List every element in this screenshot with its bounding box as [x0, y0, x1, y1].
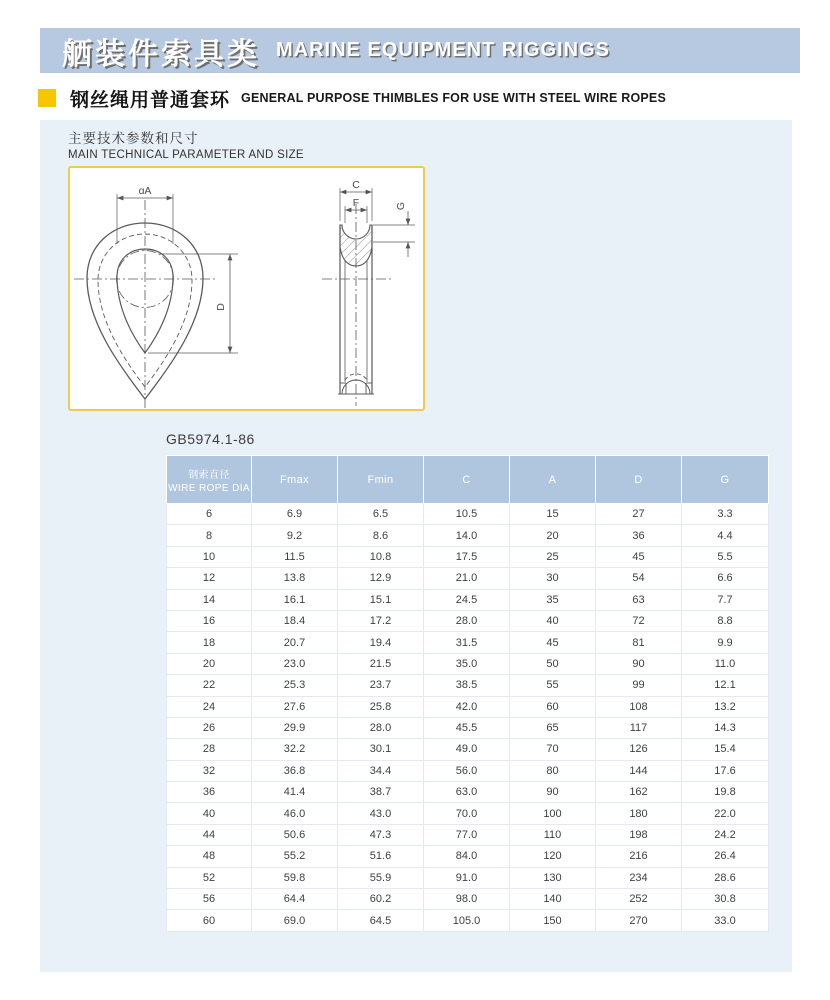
table-cell: 50.6	[252, 824, 338, 845]
table-cell: 12.9	[338, 568, 424, 589]
table-cell: 81	[596, 632, 682, 653]
parameter-table	[166, 455, 769, 932]
table-cell: 24	[167, 696, 252, 717]
table-row	[167, 889, 769, 910]
dimension-label-side-throat: F	[352, 197, 360, 209]
table-row	[167, 610, 769, 631]
table-cell: 15.4	[682, 739, 769, 760]
table-cell: 21.5	[338, 653, 424, 674]
table-cell: 30.1	[338, 739, 424, 760]
table-cell: 117	[596, 717, 682, 738]
subsection-label-english: MAIN TECHNICAL PARAMETER AND SIZE	[68, 149, 304, 161]
table-row	[167, 910, 769, 931]
yellow-bullet-square	[38, 89, 56, 107]
content-panel	[40, 120, 792, 972]
table-cell: 55.9	[338, 867, 424, 888]
table-cell: 6.5	[338, 504, 424, 525]
front-view	[74, 194, 238, 408]
table-cell: 50	[510, 653, 596, 674]
table-cell: 13.2	[682, 696, 769, 717]
table-cell: 70.0	[424, 803, 510, 824]
table-row	[167, 546, 769, 567]
table-cell: 140	[510, 889, 596, 910]
table-cell: 77.0	[424, 824, 510, 845]
table-row	[167, 568, 769, 589]
column-header-wire-rope-dia	[167, 456, 252, 504]
page-header-banner	[40, 28, 800, 73]
table-row	[167, 760, 769, 781]
table-cell: 51.6	[338, 846, 424, 867]
table-cell: 13.8	[252, 568, 338, 589]
table-cell: 43.0	[338, 803, 424, 824]
table-cell: 60	[510, 696, 596, 717]
table-cell: 12.1	[682, 675, 769, 696]
table-cell: 4.4	[682, 525, 769, 546]
table-cell: 8.6	[338, 525, 424, 546]
table-cell: 23.0	[252, 653, 338, 674]
table-cell: 20	[510, 525, 596, 546]
table-row	[167, 803, 769, 824]
table-cell: 55.2	[252, 846, 338, 867]
table-cell: 47.3	[338, 824, 424, 845]
table-cell: 23.7	[338, 675, 424, 696]
table-cell: 40	[510, 610, 596, 631]
table-cell: 110	[510, 824, 596, 845]
table-cell: 91.0	[424, 867, 510, 888]
table-cell: 20.7	[252, 632, 338, 653]
table-cell: 42.0	[424, 696, 510, 717]
table-cell: 18	[167, 632, 252, 653]
thimble-technical-drawing	[70, 168, 423, 409]
column-header-fmin: Fmin	[338, 456, 424, 504]
dimension-label-side-width: C	[352, 179, 360, 191]
table-cell: 44	[167, 824, 252, 845]
table-cell: 70	[510, 739, 596, 760]
table-cell: 130	[510, 867, 596, 888]
table-cell: 22	[167, 675, 252, 696]
table-cell: 105.0	[424, 910, 510, 931]
table-cell: 45	[596, 546, 682, 567]
table-cell: 35.0	[424, 653, 510, 674]
table-cell: 12	[167, 568, 252, 589]
dimension-label-front-width: ɑA	[138, 185, 152, 197]
table-row	[167, 525, 769, 546]
table-cell: 14.0	[424, 525, 510, 546]
table-cell: 38.7	[338, 782, 424, 803]
table-cell: 10	[167, 546, 252, 567]
table-cell: 40	[167, 803, 252, 824]
table-cell: 6	[167, 504, 252, 525]
column-header-d: D	[596, 456, 682, 504]
table-row	[167, 696, 769, 717]
column-header-g: G	[682, 456, 769, 504]
table-row	[167, 589, 769, 610]
table-cell: 63.0	[424, 782, 510, 803]
column-header-wire-rope-dia-zh: 钢索直径	[188, 469, 230, 481]
table-row	[167, 782, 769, 803]
table-cell: 120	[510, 846, 596, 867]
table-cell: 59.8	[252, 867, 338, 888]
table-cell: 150	[510, 910, 596, 931]
table-cell: 29.9	[252, 717, 338, 738]
table-cell: 48	[167, 846, 252, 867]
table-cell: 3.3	[682, 504, 769, 525]
table-cell: 5.5	[682, 546, 769, 567]
table-cell: 54	[596, 568, 682, 589]
table-cell: 9.2	[252, 525, 338, 546]
table-cell: 25.8	[338, 696, 424, 717]
table-cell: 98.0	[424, 889, 510, 910]
table-cell: 65	[510, 717, 596, 738]
table-row	[167, 717, 769, 738]
table-cell: 17.2	[338, 610, 424, 631]
table-cell: 100	[510, 803, 596, 824]
section-title-english: GENERAL PURPOSE THIMBLES FOR USE WITH STEEL WIRE ROPES	[241, 91, 666, 105]
table-cell: 9.9	[682, 632, 769, 653]
banner-title-chinese: 舾装件索具类	[62, 37, 260, 71]
table-cell: 14	[167, 589, 252, 610]
table-cell: 38.5	[424, 675, 510, 696]
table-cell: 55	[510, 675, 596, 696]
table-cell: 84.0	[424, 846, 510, 867]
table-cell: 234	[596, 867, 682, 888]
table-cell: 15	[510, 504, 596, 525]
table-cell: 15.1	[338, 589, 424, 610]
table-cell: 64.4	[252, 889, 338, 910]
table-cell: 35	[510, 589, 596, 610]
table-header-row	[167, 456, 769, 504]
table-cell: 32.2	[252, 739, 338, 760]
table-cell: 30	[510, 568, 596, 589]
table-cell: 52	[167, 867, 252, 888]
table-cell: 6.9	[252, 504, 338, 525]
table-cell: 28	[167, 739, 252, 760]
table-cell: 17.6	[682, 760, 769, 781]
table-cell: 28.0	[338, 717, 424, 738]
table-cell: 64.5	[338, 910, 424, 931]
table-row	[167, 632, 769, 653]
table-row	[167, 846, 769, 867]
table-cell: 33.0	[682, 910, 769, 931]
table-cell: 90	[596, 653, 682, 674]
parameter-table-wrapper	[166, 455, 768, 932]
table-cell: 41.4	[252, 782, 338, 803]
table-cell: 18.4	[252, 610, 338, 631]
table-row	[167, 504, 769, 525]
table-cell: 28.0	[424, 610, 510, 631]
table-row	[167, 675, 769, 696]
section-heading	[38, 86, 666, 110]
table-cell: 11.5	[252, 546, 338, 567]
table-cell: 21.0	[424, 568, 510, 589]
table-cell: 56	[167, 889, 252, 910]
column-header-wire-rope-dia-en: WIRE ROPE DIA	[168, 482, 250, 494]
table-cell: 17.5	[424, 546, 510, 567]
column-header-c: C	[424, 456, 510, 504]
table-cell: 162	[596, 782, 682, 803]
table-cell: 63	[596, 589, 682, 610]
table-cell: 8	[167, 525, 252, 546]
side-view	[322, 188, 415, 406]
table-cell: 126	[596, 739, 682, 760]
table-cell: 22.0	[682, 803, 769, 824]
table-cell: 25	[510, 546, 596, 567]
technical-drawing-frame	[68, 166, 425, 411]
table-cell: 16.1	[252, 589, 338, 610]
table-cell: 144	[596, 760, 682, 781]
table-cell: 25.3	[252, 675, 338, 696]
standard-number: GB5974.1-86	[166, 431, 255, 447]
table-cell: 7.7	[682, 589, 769, 610]
table-cell: 99	[596, 675, 682, 696]
table-cell: 56.0	[424, 760, 510, 781]
table-cell: 11.0	[682, 653, 769, 674]
column-header-a: A	[510, 456, 596, 504]
table-cell: 30.8	[682, 889, 769, 910]
table-cell: 90	[510, 782, 596, 803]
table-cell: 216	[596, 846, 682, 867]
subsection-label	[68, 127, 304, 161]
table-cell: 45	[510, 632, 596, 653]
subsection-label-chinese: 主要技术参数和尺寸	[68, 131, 199, 146]
banner-title-english: MARINE EQUIPMENT RIGGINGS	[276, 39, 610, 61]
table-cell: 180	[596, 803, 682, 824]
table-cell: 8.8	[682, 610, 769, 631]
column-header-fmax: Fmax	[252, 456, 338, 504]
table-cell: 270	[596, 910, 682, 931]
table-cell: 60	[167, 910, 252, 931]
table-cell: 10.5	[424, 504, 510, 525]
table-cell: 26	[167, 717, 252, 738]
table-cell: 108	[596, 696, 682, 717]
table-cell: 16	[167, 610, 252, 631]
table-cell: 26.4	[682, 846, 769, 867]
table-cell: 24.5	[424, 589, 510, 610]
table-cell: 252	[596, 889, 682, 910]
table-row	[167, 739, 769, 760]
table-cell: 10.8	[338, 546, 424, 567]
table-row	[167, 653, 769, 674]
table-cell: 24.2	[682, 824, 769, 845]
table-cell: 49.0	[424, 739, 510, 760]
table-cell: 34.4	[338, 760, 424, 781]
table-cell: 45.5	[424, 717, 510, 738]
table-cell: 14.3	[682, 717, 769, 738]
table-cell: 28.6	[682, 867, 769, 888]
table-cell: 32	[167, 760, 252, 781]
table-cell: 60.2	[338, 889, 424, 910]
table-cell: 36.8	[252, 760, 338, 781]
table-cell: 27	[596, 504, 682, 525]
table-row	[167, 824, 769, 845]
table-cell: 69.0	[252, 910, 338, 931]
table-row	[167, 867, 769, 888]
table-cell: 46.0	[252, 803, 338, 824]
table-cell: 6.6	[682, 568, 769, 589]
table-cell: 31.5	[424, 632, 510, 653]
table-cell: 36	[596, 525, 682, 546]
table-cell: 198	[596, 824, 682, 845]
table-cell: 19.4	[338, 632, 424, 653]
table-cell: 27.6	[252, 696, 338, 717]
table-cell: 20	[167, 653, 252, 674]
table-cell: 72	[596, 610, 682, 631]
table-cell: 80	[510, 760, 596, 781]
dimension-label-front-depth: D	[215, 303, 227, 311]
table-cell: 19.8	[682, 782, 769, 803]
section-title-chinese: 钢丝绳用普通套环	[70, 89, 231, 111]
table-cell: 36	[167, 782, 252, 803]
dimension-label-side-groove: G	[395, 201, 407, 211]
